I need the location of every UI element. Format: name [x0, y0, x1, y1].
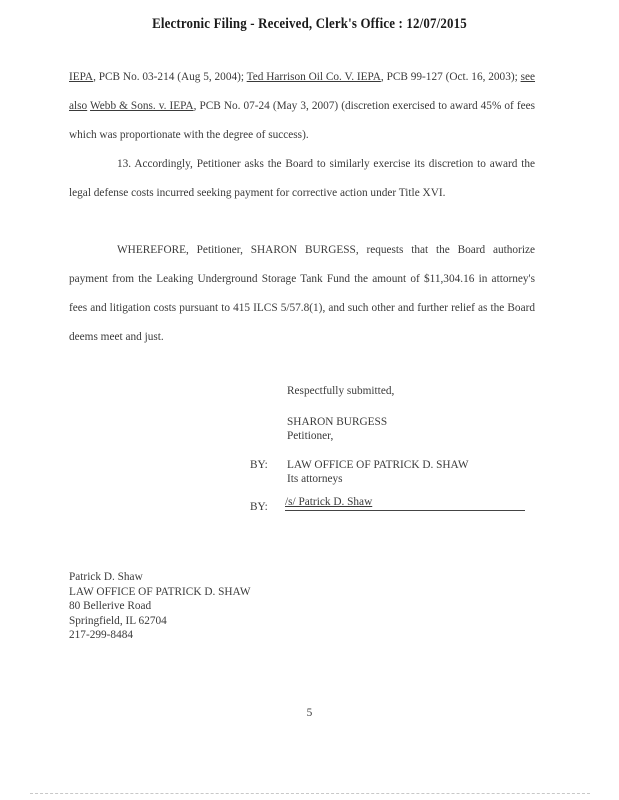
party-role: Petitioner, [287, 430, 334, 442]
citation-see-also: see also [69, 71, 536, 112]
firm-name: LAW OFFICE OF PATRICK D. SHAW [287, 459, 469, 471]
paragraph-13: 13. Accordingly, Petitioner asks the Board to similarly exercise its discretion to award the legal defense costs incurred seeking payment for corrective action under Title XVI. [69, 158, 535, 199]
by-label-1: BY: [250, 459, 268, 471]
page-number: 5 [306, 707, 313, 719]
scan-edge-line [30, 793, 590, 794]
paragraph-wherefore: WHEREFORE, Petitioner, SHARON BURGESS, requests that the Board authorize payment from the Leaking Underground Storage Tank Fund the amount of $11,304.16 in attorney's fees and litigation costs pursuant to 415 ILCS 5/57.8(1), and such other and further relief as the Board deems meet and just. [69, 244, 535, 343]
attorney-address-block [69, 570, 250, 643]
signature-line [285, 496, 525, 511]
attorney-firm: LAW OFFICE OF PATRICK D. SHAW [69, 585, 251, 598]
citation-iepa: IEPA [69, 71, 94, 83]
citation-text-1: , PCB No. 03-214 (Aug 5, 2004); [93, 71, 247, 83]
attorney-phone: 217-299-8484 [69, 629, 134, 642]
electronic-signature: /s/ Patrick D. Shaw [285, 496, 373, 508]
citation-webb-sons: Webb & Sons. v. IEPA [90, 100, 194, 112]
by-label-2: BY: [250, 501, 268, 513]
closing-line: Respectfully submitted, [287, 385, 395, 397]
attorney-street: 80 Bellerive Road [69, 600, 152, 613]
paragraph-citations [69, 63, 535, 150]
attorney-name: Patrick D. Shaw [69, 571, 143, 583]
citation-text-4: , PCB No. 07-24 (May 3, 2007) (discretion exercised to award 45% of fees which was proportionate with the degree of success). [69, 100, 536, 141]
party-name: SHARON BURGESS [287, 416, 388, 428]
electronic-filing-stamp: Electronic Filing - Received, Clerk's Office : 12/07/2015 [152, 16, 467, 32]
citation-ted-harrison: Ted Harrison Oil Co. V. IEPA [246, 71, 381, 83]
attorney-city: Springfield, IL 62704 [69, 614, 167, 627]
firm-role: Its attorneys [287, 473, 343, 485]
citation-text-2: , PCB 99-127 (Oct. 16, 2003); [380, 71, 521, 83]
